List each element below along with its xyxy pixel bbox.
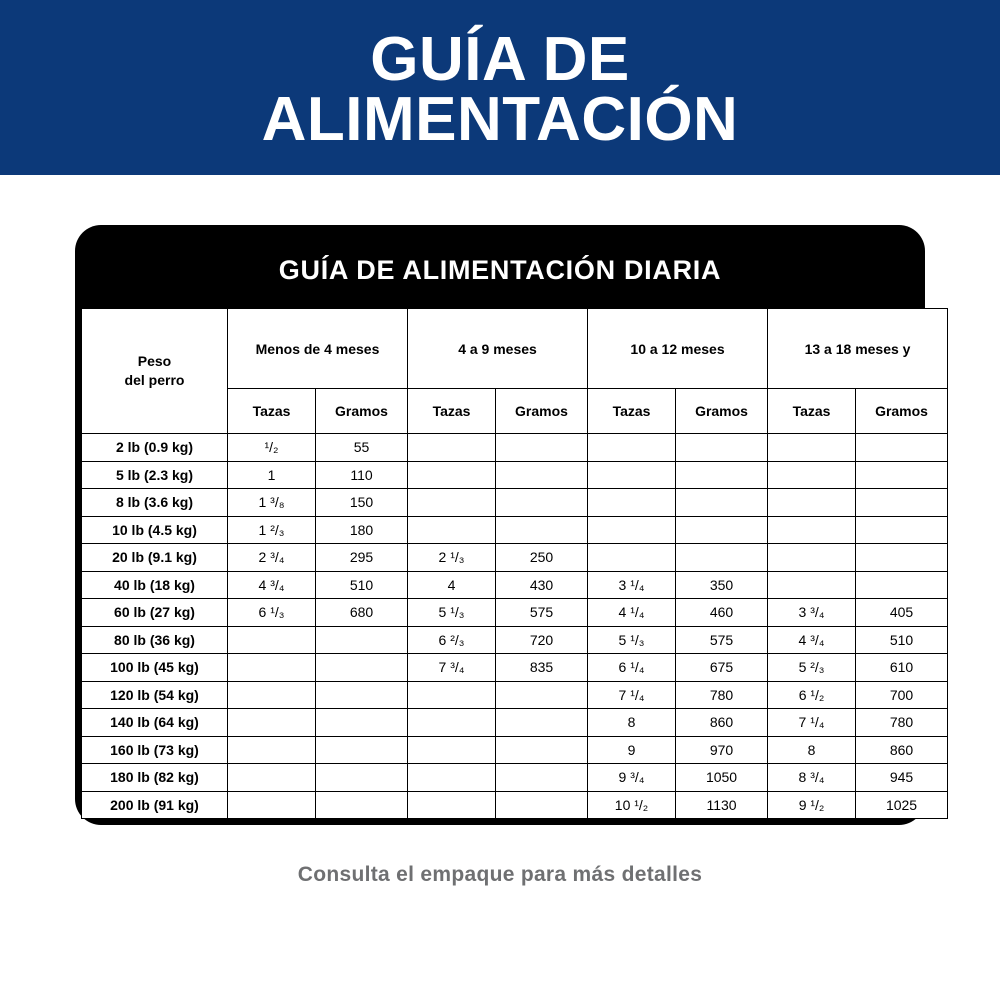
row-cell: 4 ³/₄ [768,626,856,654]
row-cell [228,791,316,819]
table-head [82,309,948,434]
row-cell: 610 [856,654,948,682]
row-cell [496,489,588,517]
row-cell: 2 ³/₄ [228,544,316,572]
row-cell [856,489,948,517]
row-weight-label: 140 lb (64 kg) [82,709,228,737]
table-row [82,461,948,489]
row-cell [316,791,408,819]
row-cell [768,516,856,544]
row-cell [588,489,676,517]
row-cell [408,709,496,737]
card-title: GUÍA DE ALIMENTACIÓN DIARIA [278,255,722,285]
row-cell [316,709,408,737]
row-cell [408,516,496,544]
row-cell: 2 ¹/₃ [408,544,496,572]
row-cell: 1025 [856,791,948,819]
row-weight-label: 10 lb (4.5 kg) [82,516,228,544]
row-weight-label: 120 lb (54 kg) [82,681,228,709]
row-cell: 780 [856,709,948,737]
row-cell [228,764,316,792]
table-row [82,654,948,682]
row-cell [316,736,408,764]
row-cell [228,681,316,709]
row-cell [768,571,856,599]
daily-feeding-table [81,308,948,819]
row-cell: 1 ²/₃ [228,516,316,544]
table-row [82,516,948,544]
row-cell: 8 ³/₄ [768,764,856,792]
group-header-1: 4 a 9 meses [408,309,588,389]
row-cell [588,516,676,544]
row-cell [496,681,588,709]
row-cell: 295 [316,544,408,572]
row-cell: 6 ¹/₃ [228,599,316,627]
row-cell [588,544,676,572]
row-cell: 780 [676,681,768,709]
row-cell: 6 ¹/₂ [768,681,856,709]
footer-note: Consulta el empaque para más detalles [297,863,703,886]
row-cell: 110 [316,461,408,489]
row-cell [496,764,588,792]
row-cell [676,434,768,462]
row-cell [496,516,588,544]
banner-title-line-2: ALIMENTACIÓN [261,84,739,154]
row-cell: 9 ³/₄ [588,764,676,792]
subheader-3-tazas: Tazas [768,389,856,434]
row-weight-label: 40 lb (18 kg) [82,571,228,599]
row-cell [768,461,856,489]
row-cell [768,434,856,462]
table-row [82,544,948,572]
table-body [82,434,948,819]
row-cell: 6 ¹/₄ [588,654,676,682]
row-cell [408,434,496,462]
group-header-0: Menos de 4 meses [228,309,408,389]
subheader-1-gramos: Gramos [496,389,588,434]
table-row [82,764,948,792]
row-cell: 180 [316,516,408,544]
table-row [82,736,948,764]
row-weight-label: 2 lb (0.9 kg) [82,434,228,462]
row-cell [768,489,856,517]
row-weight-label: 100 lb (45 kg) [82,654,228,682]
row-cell: 1 [228,461,316,489]
row-weight-label: 80 lb (36 kg) [82,626,228,654]
row-cell [408,736,496,764]
row-cell [588,434,676,462]
row-cell [676,544,768,572]
row-cell: 430 [496,571,588,599]
row-cell: 9 [588,736,676,764]
row-cell [228,654,316,682]
row-weight-label: 5 lb (2.3 kg) [82,461,228,489]
table-row [82,571,948,599]
row-cell: 8 [768,736,856,764]
row-cell: 720 [496,626,588,654]
row-cell [316,764,408,792]
row-cell: 10 ¹/₂ [588,791,676,819]
row-cell: 575 [496,599,588,627]
row-cell [316,681,408,709]
row-cell: 1130 [676,791,768,819]
row-cell [496,791,588,819]
row-cell [856,461,948,489]
row-cell: 835 [496,654,588,682]
banner-title-line-1: GUÍA DE [370,24,630,94]
row-cell [228,736,316,764]
row-cell: 250 [496,544,588,572]
row-cell: 3 ³/₄ [768,599,856,627]
row-weight-label: 160 lb (73 kg) [82,736,228,764]
row-cell: 405 [856,599,948,627]
row-weight-label: 180 lb (82 kg) [82,764,228,792]
row-cell [496,434,588,462]
card-wrapper [0,175,1000,825]
weight-column-header [82,309,228,434]
table-group-header-row [82,309,948,389]
row-cell [856,434,948,462]
row-cell: 510 [856,626,948,654]
table-row [82,709,948,737]
row-cell [768,544,856,572]
row-cell: 9 ¹/₂ [768,791,856,819]
row-cell [228,709,316,737]
row-cell [676,489,768,517]
row-cell [408,791,496,819]
row-weight-label: 8 lb (3.6 kg) [82,489,228,517]
row-cell: 150 [316,489,408,517]
row-cell: 510 [316,571,408,599]
subheader-2-tazas: Tazas [588,389,676,434]
table-row [82,791,948,819]
row-cell [676,516,768,544]
row-cell: 860 [676,709,768,737]
row-cell: 7 ¹/₄ [588,681,676,709]
row-cell [496,736,588,764]
row-cell: 1050 [676,764,768,792]
row-cell: 7 ³/₄ [408,654,496,682]
row-weight-label: 60 lb (27 kg) [82,599,228,627]
table-row [82,626,948,654]
row-cell [408,489,496,517]
table-row [82,681,948,709]
row-cell: 5 ¹/₃ [588,626,676,654]
table-row [82,434,948,462]
row-cell: 3 ¹/₄ [588,571,676,599]
row-cell: 700 [856,681,948,709]
row-cell: 5 ²/₃ [768,654,856,682]
weight-header-line-1: Peso [137,353,172,370]
row-cell: 680 [316,599,408,627]
row-cell [316,654,408,682]
row-cell: 970 [676,736,768,764]
row-cell [856,571,948,599]
row-cell: 460 [676,599,768,627]
row-weight-label: 200 lb (91 kg) [82,791,228,819]
subheader-2-gramos: Gramos [676,389,768,434]
row-cell: 675 [676,654,768,682]
row-cell [856,516,948,544]
table-row [82,599,948,627]
table-row [82,489,948,517]
row-cell: 860 [856,736,948,764]
subheader-3-gramos: Gramos [856,389,948,434]
row-cell [228,626,316,654]
row-cell: 4 ³/₄ [228,571,316,599]
row-cell [408,764,496,792]
row-cell: 5 ¹/₃ [408,599,496,627]
row-cell: 6 ²/₃ [408,626,496,654]
row-cell: 350 [676,571,768,599]
row-cell: ¹/₂ [228,434,316,462]
row-cell [588,461,676,489]
header-banner [0,0,1000,175]
row-cell [408,461,496,489]
row-cell: 575 [676,626,768,654]
row-cell: 945 [856,764,948,792]
weight-header-line-2: del perro [124,372,185,388]
row-cell: 7 ¹/₄ [768,709,856,737]
group-header-3: 13 a 18 meses y [768,309,948,389]
row-cell: 4 [408,571,496,599]
row-cell [856,544,948,572]
row-weight-label: 20 lb (9.1 kg) [82,544,228,572]
subheader-1-tazas: Tazas [408,389,496,434]
row-cell [496,709,588,737]
row-cell: 4 ¹/₄ [588,599,676,627]
subheader-0-gramos: Gramos [316,389,408,434]
row-cell [408,681,496,709]
row-cell [676,461,768,489]
group-header-2: 10 a 12 meses [588,309,768,389]
feeding-table-card [75,225,928,825]
row-cell [316,626,408,654]
row-cell: 1 ³/₈ [228,489,316,517]
row-cell [496,461,588,489]
row-cell: 8 [588,709,676,737]
subheader-0-tazas: Tazas [228,389,316,434]
row-cell: 55 [316,434,408,462]
